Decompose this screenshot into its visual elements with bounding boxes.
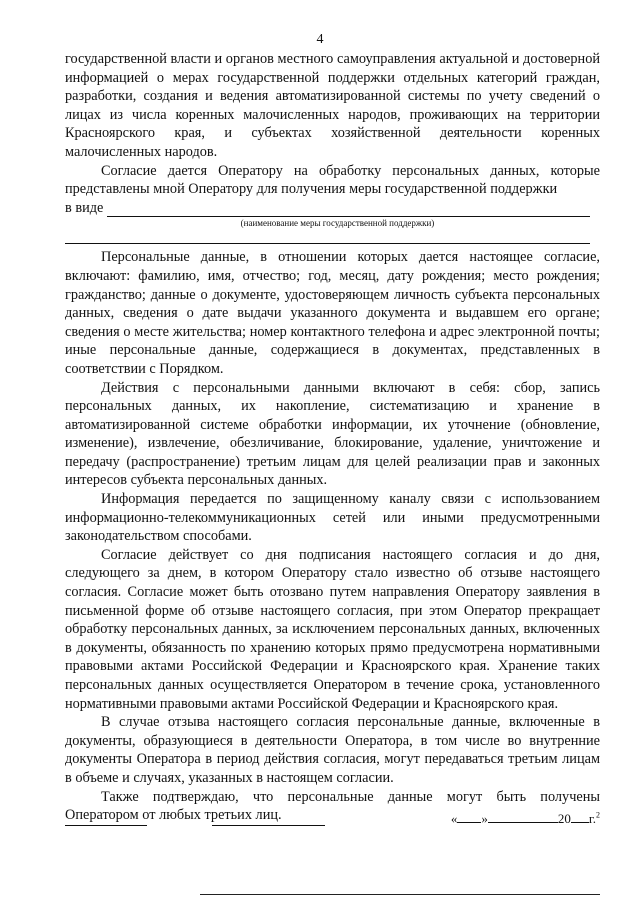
paragraph-transfer-channel: Информация передается по защищенному каналу связи с использованием информационно-телекоммуникационных сетей или иными предусмотренными законодательством способами. [65, 491, 600, 545]
page-number: 4 [316, 32, 324, 47]
support-measure-field [65, 199, 600, 218]
date-open-quote: « [450, 811, 458, 826]
month-blank[interactable] [488, 810, 558, 823]
date-field [451, 810, 600, 827]
name-blank[interactable] [212, 825, 325, 826]
paragraph-third-parties: Также подтверждаю, что персональные данные могут быть получены Оператором от любых третьих лиц. [65, 788, 600, 824]
year-prefix: 20 [557, 811, 571, 826]
year-suffix: г. [588, 811, 596, 826]
paragraph-consent-given: Согласие дается Оператору на обработку персональных данных, которые представлены мной Оператору для получения меры государственной поддержки [65, 162, 600, 198]
year-blank[interactable] [571, 810, 589, 823]
support-measure-blank[interactable] [107, 203, 590, 217]
paragraph-personal-data-list: Персональные данные, в отношении которых дается настоящее согласие, включают: фамилию, имя, отчество; год, месяц, дату рождения; место рождения; гражданство; данные о документе, удостоверяющем личность субъекта персональных данных, сведения о дате выдачи указанного документа и выдавшем его органе; сведения о месте жительства; номер контактного телефона и адрес электронной почты; иные персональные данные, содержащиеся в документах, представленных в соответствии с Порядком. [65, 249, 600, 377]
paragraph-consent-validity: Согласие действует со дня подписания настоящего согласия и до дня, следующего за днем, в котором Оператору стало известно об отзыве настоящего согласия. Согласие может быть отозвано путем направления Оператору заявления в письменной форме об отзыве настоящего согласия, при этом Оператор прекращает обработку персональных данных, за исключением персональных данных, включенных в документы, обязанность по хранению которых прямо предусмотрена нормативными правовыми актами Российской Федерации и Красноярского края. Хранение таких персональных данных осуществляется Оператором в течение срока, установленного нормативными правовыми актами Российской Федерации и Красноярского края. [65, 546, 600, 712]
footnote-separator [200, 894, 600, 895]
date-close-quote: » [481, 811, 488, 826]
support-measure-caption: (наименование меры государственной поддержки) [240, 218, 435, 229]
signature-area [65, 810, 600, 840]
footnote-mark: 2 [596, 810, 600, 820]
signature-blank[interactable] [65, 825, 147, 826]
document-body [65, 50, 600, 825]
field-prefix: в виде [65, 199, 104, 216]
paragraph-processing-actions: Действия с персональными данными включают в себя: сбор, запись персональных данных, их накопление, систематизацию и хранение в автоматизированной системе обработки информации, их уточнение (обновление, изменение), извлечение, обезличивание, блокирование, удаление, уничтожение и передачу (распространение) третьим лицам для целей реализации прав и законных интересов субъекта персональных данных. [65, 379, 600, 489]
day-blank[interactable] [457, 810, 481, 823]
paragraph-continuation: государственной власти и органов местного самоуправления актуальной и достоверной информацией о мерах государственной поддержки отдельных категорий граждан, разработки, создания и ведения автоматизированной системы по учету сведений о лицах из числа коренных малочисленных народов, проживающих на территории Красноярского края, и субъектах хозяйственной деятельности коренных малочисленных народов. [65, 51, 600, 160]
support-measure-continuation-blank[interactable] [65, 229, 590, 244]
paragraph-withdrawal: В случае отзыва настоящего согласия персональные данные, включенные в документы, образующиеся в деятельности Оператора, в том числе во внутренние документы Оператора в период действия согласия, могут передаваться третьим лицам в объеме и случаях, указанных в настоящем согласии. [65, 714, 600, 786]
